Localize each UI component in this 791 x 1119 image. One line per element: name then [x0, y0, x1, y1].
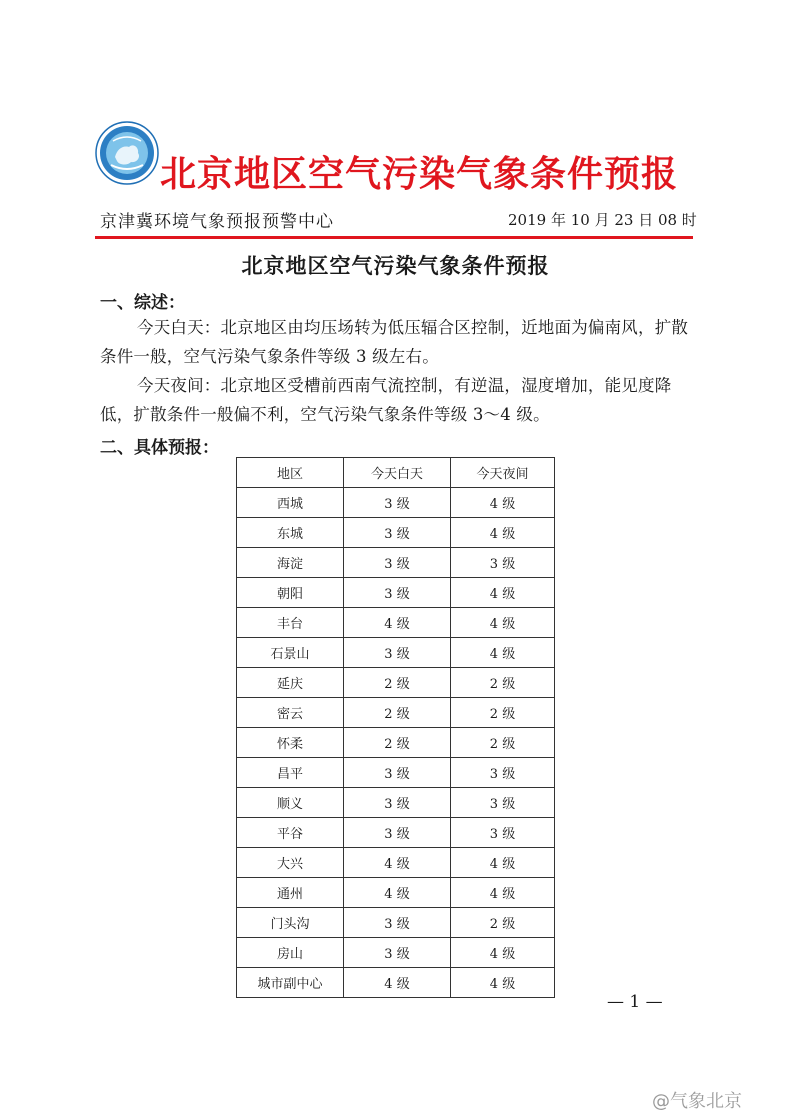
- daytime-level-cell: 3 级: [344, 548, 451, 578]
- nighttime-level-cell: 2 级: [451, 908, 555, 938]
- table-row: [237, 698, 555, 728]
- district-cell: 海淀: [237, 548, 344, 578]
- district-cell: 顺义: [237, 788, 344, 818]
- district-cell: 密云: [237, 698, 344, 728]
- daytime-level-cell: 2 级: [344, 728, 451, 758]
- header-cell-nighttime: 今天夜间: [451, 458, 555, 488]
- header-cell-daytime: 今天白天: [344, 458, 451, 488]
- daytime-level-cell: 3 级: [344, 908, 451, 938]
- table-row: [237, 578, 555, 608]
- table-row: [237, 878, 555, 908]
- table-row: [237, 968, 555, 998]
- table-row: [237, 758, 555, 788]
- table-row: [237, 518, 555, 548]
- table-row: [237, 818, 555, 848]
- district-cell: 门头沟: [237, 908, 344, 938]
- daytime-level-cell: 2 级: [344, 698, 451, 728]
- table-row: [237, 488, 555, 518]
- daytime-level-cell: 3 级: [344, 578, 451, 608]
- table-header-row: [237, 458, 555, 488]
- district-cell: 平谷: [237, 818, 344, 848]
- district-cell: 怀柔: [237, 728, 344, 758]
- nighttime-paragraph: 今天夜间：北京地区受槽前西南气流控制，有逆温，湿度增加，能见度降低，扩散条件一般偏不利，空气污染气象条件等级 3～4 级。: [100, 376, 672, 424]
- forecast-table: [236, 457, 555, 998]
- daytime-level-cell: 4 级: [344, 608, 451, 638]
- table-row: [237, 548, 555, 578]
- daytime-level-cell: 3 级: [344, 788, 451, 818]
- nighttime-level-cell: 4 级: [451, 968, 555, 998]
- district-cell: 通州: [237, 878, 344, 908]
- district-cell: 昌平: [237, 758, 344, 788]
- nighttime-level-cell: 3 级: [451, 548, 555, 578]
- nighttime-level-cell: 2 级: [451, 668, 555, 698]
- district-cell: 石景山: [237, 638, 344, 668]
- issuing-agency: 京津冀环境气象预报预警中心: [100, 212, 334, 232]
- header-title: 北京地区空气污染气象条件预报: [160, 154, 679, 195]
- nighttime-level-cell: 4 级: [451, 518, 555, 548]
- nighttime-level-cell: 2 级: [451, 728, 555, 758]
- nighttime-level-cell: 4 级: [451, 848, 555, 878]
- district-cell: 城市副中心: [237, 968, 344, 998]
- daytime-level-cell: 3 级: [344, 518, 451, 548]
- daytime-paragraph: 今天白天：北京地区由均压场转为低压辐合区控制，近地面为偏南风，扩散条件一般，空气污染气象条件等级 3 级左右。: [100, 318, 689, 366]
- district-cell: 西城: [237, 488, 344, 518]
- nighttime-level-cell: 4 级: [451, 878, 555, 908]
- table-row: [237, 668, 555, 698]
- daytime-level-cell: 3 级: [344, 938, 451, 968]
- header-cell-district: 地区: [237, 458, 344, 488]
- nighttime-level-cell: 3 级: [451, 818, 555, 848]
- daytime-level-cell: 3 级: [344, 638, 451, 668]
- district-cell: 丰台: [237, 608, 344, 638]
- district-cell: 房山: [237, 938, 344, 968]
- nighttime-level-cell: 3 级: [451, 758, 555, 788]
- table-row: [237, 848, 555, 878]
- daytime-level-cell: 4 级: [344, 848, 451, 878]
- district-cell: 延庆: [237, 668, 344, 698]
- daytime-level-cell: 2 级: [344, 668, 451, 698]
- table-row: [237, 608, 555, 638]
- table-row: [237, 788, 555, 818]
- table-row: [237, 638, 555, 668]
- daytime-level-cell: 3 级: [344, 758, 451, 788]
- daytime-level-cell: 4 级: [344, 968, 451, 998]
- nighttime-level-cell: 4 级: [451, 608, 555, 638]
- page-number: — 1 —: [607, 992, 663, 1012]
- nighttime-level-cell: 3 级: [451, 788, 555, 818]
- nighttime-level-cell: 4 级: [451, 638, 555, 668]
- nighttime-level-cell: 4 级: [451, 938, 555, 968]
- nighttime-level-cell: 4 级: [451, 578, 555, 608]
- nighttime-level-cell: 2 级: [451, 698, 555, 728]
- table-row: [237, 908, 555, 938]
- daytime-level-cell: 4 级: [344, 878, 451, 908]
- agency-logo-icon: [95, 121, 159, 185]
- weibo-watermark: @气象北京: [652, 1091, 742, 1112]
- district-cell: 朝阳: [237, 578, 344, 608]
- district-cell: 大兴: [237, 848, 344, 878]
- district-cell: 东城: [237, 518, 344, 548]
- daytime-level-cell: 3 级: [344, 488, 451, 518]
- section-forecast-heading: 二、具体预报：: [100, 438, 219, 458]
- table-row: [237, 938, 555, 968]
- daytime-level-cell: 3 级: [344, 818, 451, 848]
- nighttime-level-cell: 4 级: [451, 488, 555, 518]
- document-title: 北京地区空气污染气象条件预报: [241, 254, 550, 278]
- issue-date: 2019 年 10 月 23 日 08 时: [508, 211, 697, 229]
- header-divider: [95, 236, 693, 239]
- section-overview-heading: 一、综述：: [100, 293, 185, 313]
- table-row: [237, 728, 555, 758]
